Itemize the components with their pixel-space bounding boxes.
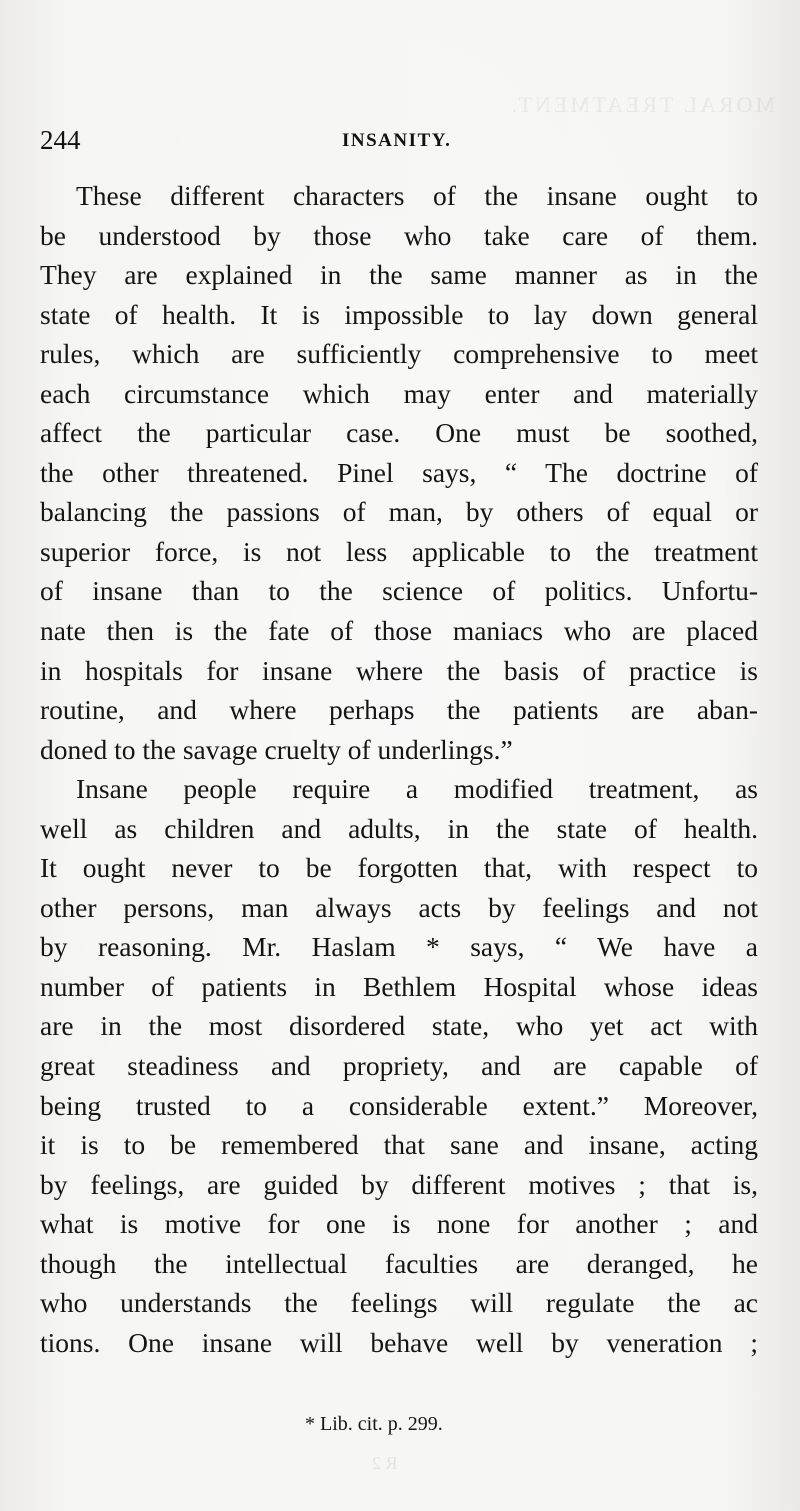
text-line: be understood by those who take care of them. [40,219,758,251]
text-line: nate then is the fate of those maniacs who are placed [40,615,758,647]
text-line: by reasoning. Mr. Haslam * says, “ We have a [40,931,758,963]
text-line: state of health. It is impossible to lay down general [40,298,758,330]
text-line: routine, and where perhaps the patients are aban- [40,694,758,726]
text-line: doned to the savage cruelty of underlings.” [40,733,513,765]
text-line: who understands the feelings will regulate the ac [40,1287,758,1319]
text-line: each circumstance which may enter and materially [40,377,758,409]
text-line: rules, which are sufficiently comprehensive to meet [40,338,758,370]
text-line: of insane than to the science of politics. Unfortu- [40,575,758,607]
page-header [40,119,758,159]
page-number: 244 [40,125,81,155]
footnote: * Lib. cit. p. 299. [305,1413,443,1435]
text-line: being trusted to a considerable extent.” Moreover, [40,1089,758,1121]
text-line: They are explained in the same manner as in the [40,259,758,291]
running-head: INSANITY. [342,130,452,151]
text-line: though the intellectual faculties are deranged, he [40,1247,758,1279]
text-line: great steadiness and propriety, and are capable of [40,1050,758,1082]
text-line: in hospitals for insane where the basis of practice is [40,654,758,686]
text-line: well as children and adults, in the state of health. [40,812,758,844]
text-line: It ought never to be forgotten that, with respect to [40,852,758,884]
body-text [40,176,758,1362]
text-line: other persons, man always acts by feelings and not [40,891,758,923]
text-line: number of patients in Bethlem Hospital whose ideas [40,970,758,1002]
text-line: affect the particular case. One must be soothed, [40,417,758,449]
text-line: by feelings, are guided by different motives ; that is, [40,1168,758,1200]
text-line: tions. One insane will behave well by veneration ; [40,1326,758,1358]
text-line: These different characters of the insane ought to [76,180,758,211]
text-line: the other threatened. Pinel says, “ The doctrine of [40,456,758,488]
text-line: Insane people require a modified treatment, as [76,773,758,805]
text-line: it is to be remembered that sane and insane, acting [40,1129,758,1161]
bleed-through-text: MORAL TREATMENT. [508,92,775,117]
text-line: are in the most disordered state, who yet act with [40,1010,758,1042]
bleed-through-signature: R 2 [372,1453,398,1473]
text-line: what is motive for one is none for another ; and [40,1208,758,1240]
text-line: superior force, is not less applicable to the treatment [40,535,758,567]
text-line: balancing the passions of man, by others of equal or [40,496,758,528]
